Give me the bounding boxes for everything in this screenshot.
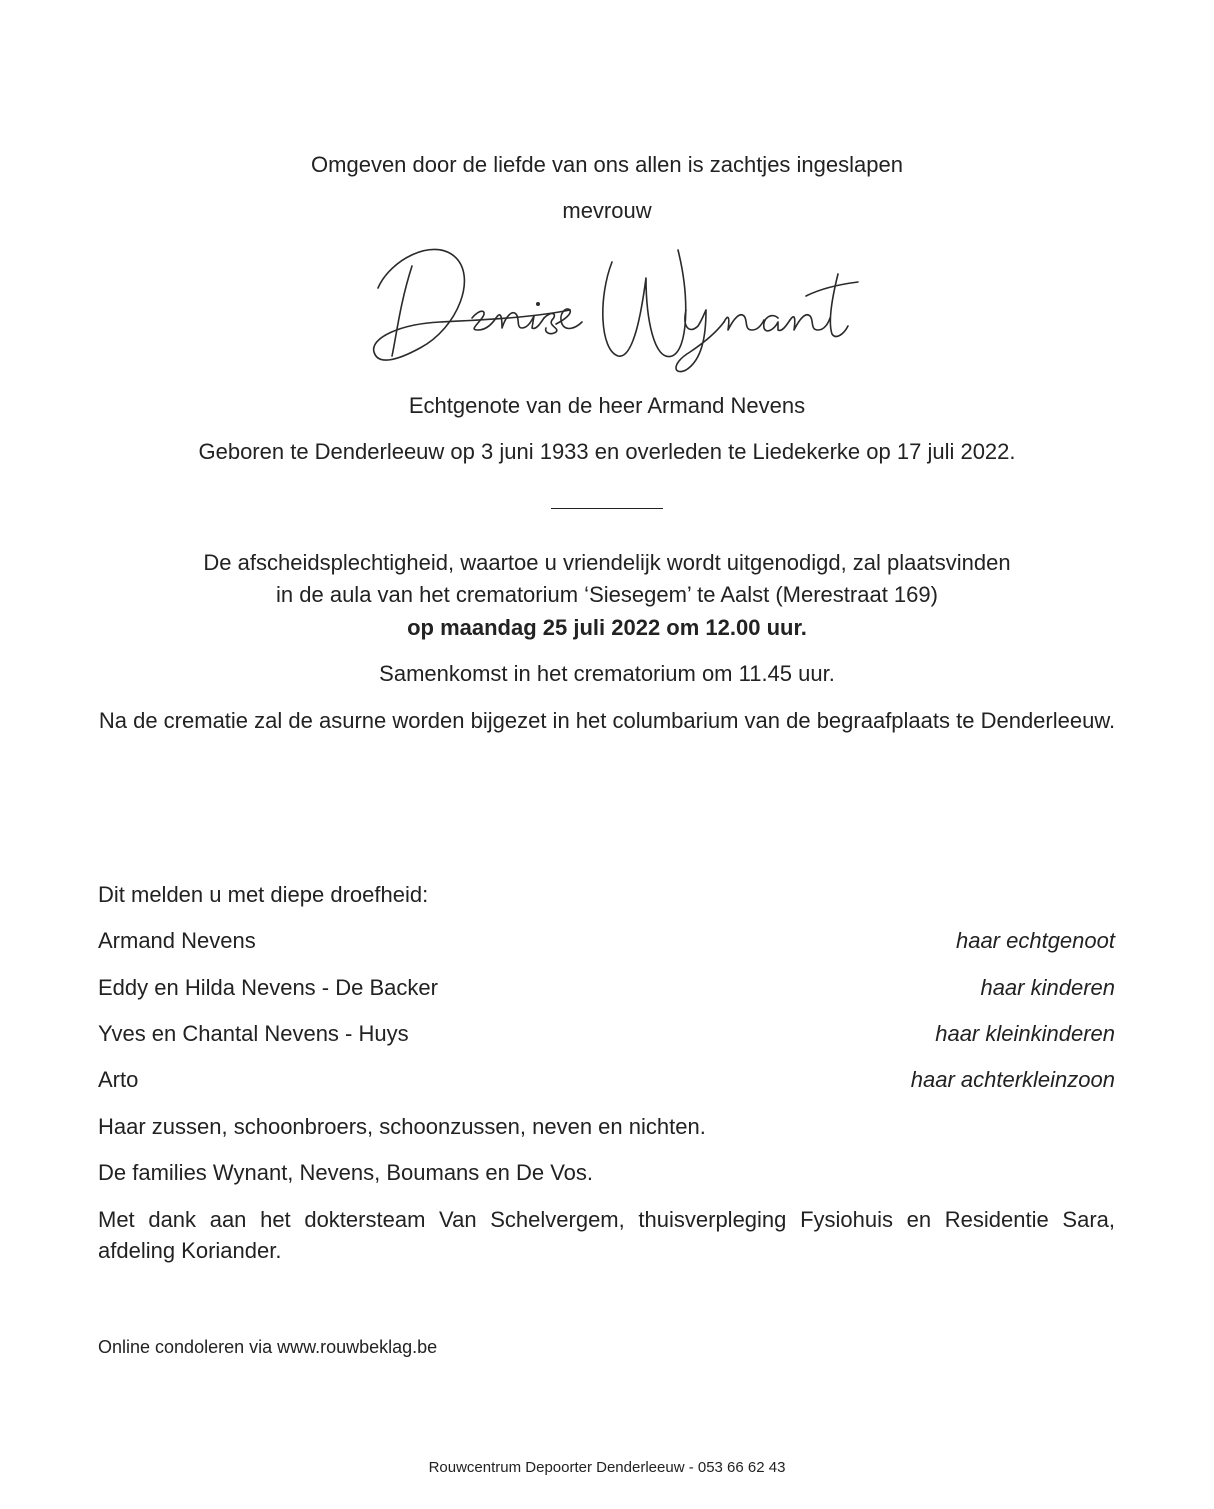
spouse-line: Echtgenote van de heer Armand Nevens xyxy=(408,393,806,418)
divider xyxy=(551,508,663,509)
families-line xyxy=(98,1158,1115,1188)
signature-script xyxy=(360,238,870,378)
thanks-paragraph: Met dank aan het doktersteam Van Schelvergem, thuisverpleging Fysiohuis en Residentie Sara, afdeling Koriander. xyxy=(98,1207,1115,1263)
family-member-relation: haar achterkleinzoon xyxy=(910,1067,1115,1092)
ceremony-date: op maandag 25 juli 2022 om 12.00 uur. xyxy=(407,615,807,640)
name-signature xyxy=(360,238,870,378)
ceremony-line-1: De afscheidsplechtigheid, waartoe u vriendelijk wordt uitgenodigd, zal plaatsvinden xyxy=(203,550,1011,575)
intro-line: Omgeven door de liefde van ons allen is zachtjes ingeslapen xyxy=(311,152,903,177)
family-intro xyxy=(98,880,1115,910)
ceremony-line-2: in de aula van het crematorium ‘Siesegem’ te Aalst (Merestraat 169) xyxy=(276,582,938,607)
family-intro-text: Dit melden u met diepe droefheid: xyxy=(98,882,429,907)
family-row xyxy=(98,1065,1115,1095)
family-member-name: Yves en Chantal Nevens - Huys xyxy=(98,1021,409,1046)
footer: Rouwcentrum Depoorter Denderleeuw - 053 66 62 43 xyxy=(428,1459,786,1476)
birth-death-line: Geboren te Denderleeuw op 3 juni 1933 en overleden te Liedekerke op 17 juli 2022. xyxy=(198,439,1016,464)
family-member-name: Armand Nevens xyxy=(98,928,256,953)
family-row xyxy=(98,973,1115,1003)
gathering-line: Samenkomst in het crematorium om 11.45 uur. xyxy=(379,661,835,686)
family-member-relation: haar kleinkinderen xyxy=(935,1021,1115,1046)
family-member-name: Eddy en Hilda Nevens - De Backer xyxy=(98,975,438,1000)
family-member-relation: haar kinderen xyxy=(980,975,1115,1000)
family-member-name: Arto xyxy=(98,1067,139,1092)
family-row xyxy=(98,926,1115,956)
extended-family-text: Haar zussen, schoonbroers, schoonzussen, neven en nichten. xyxy=(98,1114,706,1139)
after-cremation-line: Na de crematie zal de asurne worden bijgezet in het columbarium van de begraafplaats te Denderleeuw. xyxy=(98,708,1116,733)
family-row xyxy=(98,1019,1115,1049)
title-mevrouw: mevrouw xyxy=(562,198,652,223)
family-member-relation: haar echtgenoot xyxy=(955,928,1115,953)
extended-family xyxy=(98,1112,1115,1142)
condolence-link[interactable]: Online condoleren via www.rouwbeklag.be xyxy=(98,1337,438,1357)
families-text: De families Wynant, Nevens, Boumans en De Vos. xyxy=(98,1160,594,1185)
